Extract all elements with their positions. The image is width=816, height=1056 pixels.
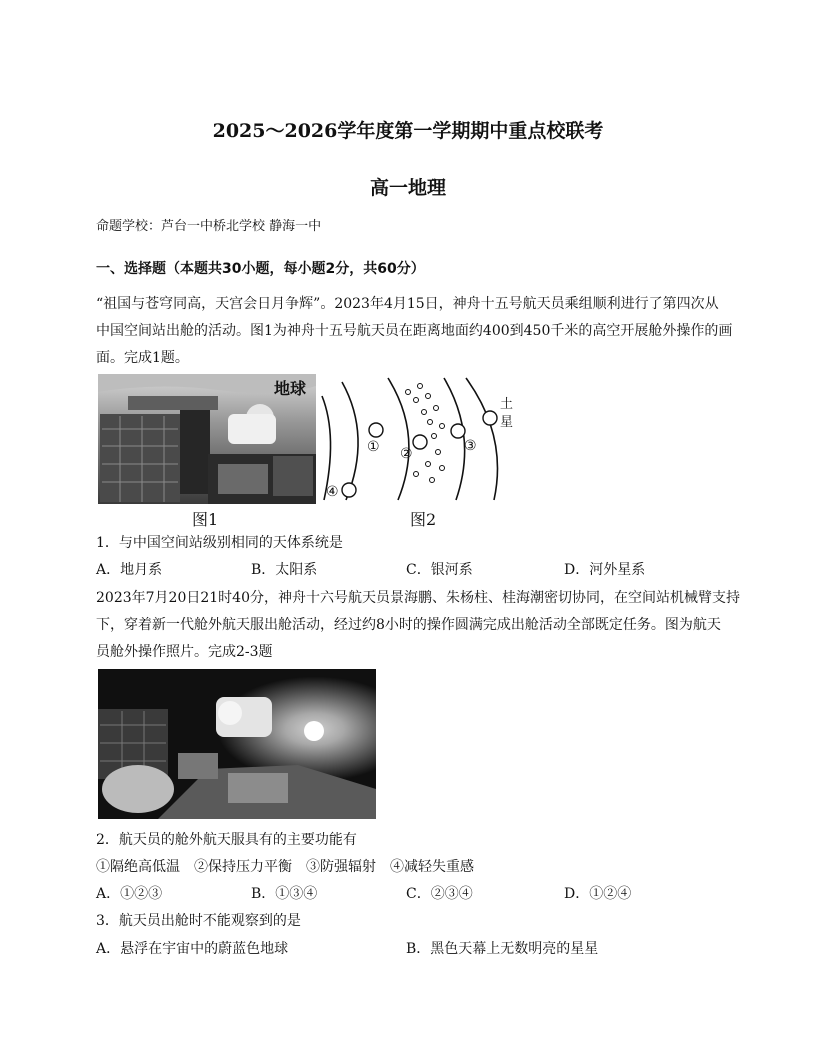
saturn-circle xyxy=(483,411,497,425)
orbit-arc xyxy=(388,378,409,500)
q2-stem: 2．航天员的舱外航天服具有的主要功能有 xyxy=(96,832,357,848)
marker-1: ① xyxy=(367,439,380,455)
figure-spacewalk-photo xyxy=(98,669,376,819)
q2-option-d: D．①②④ xyxy=(564,886,632,902)
exam-subtitle: 高一地理 xyxy=(369,177,446,199)
figure2-caption: 图2 xyxy=(410,510,437,529)
marker-2: ② xyxy=(400,446,413,462)
intro2-line: 下，穿着新一代舱外航天服出舱活动，经过约8小时的操作圆满完成出舱活动全部既定任务。图为航天 xyxy=(96,617,721,633)
section-heading: 一、选择题（本题共30小题，每小题2分，共60分） xyxy=(96,261,425,277)
q1-option-d: D．河外星系 xyxy=(564,562,646,578)
intro2-line: 2023年7月20日21时40分，神舟十六号航天员景海鹏、朱杨柱、桂海潮密切协同，在空间站机械臂支持 xyxy=(96,590,740,606)
earth-label: 地球 xyxy=(274,379,307,398)
spacewalk-night-photo-graphic xyxy=(98,669,376,819)
figure1-caption: 图1 xyxy=(192,510,219,529)
q1-option-c: C．银河系 xyxy=(406,562,473,578)
marker-4: ④ xyxy=(326,484,339,500)
planet-circle xyxy=(451,424,465,438)
q3-option-b: B．黑色天幕上无数明亮的星星 xyxy=(406,941,599,957)
orbit-arc xyxy=(444,378,465,500)
q3-stem: 3．航天员出舱时不能观察到的是 xyxy=(96,913,301,929)
saturn-label-1: 土 xyxy=(500,397,514,412)
figure2-orbit-diagram xyxy=(316,374,536,502)
intro-line: 面。完成1题。 xyxy=(96,350,189,366)
q2-option-c: C．②③④ xyxy=(406,886,473,902)
saturn-label-2: 星 xyxy=(500,415,514,430)
intro2-line: 员舱外操作照片。完成2-3题 xyxy=(96,644,273,660)
planet-circle xyxy=(413,435,427,449)
planet-circle xyxy=(342,483,356,497)
marker-3: ③ xyxy=(464,438,477,454)
planet-circle xyxy=(369,423,383,437)
q2-statements: ①隔绝高低温 ②保持压力平衡 ③防强辐射 ④减轻失重感 xyxy=(96,859,474,875)
intro-line: 中国空间站出舱的活动。图1为神舟十五号航天员在距离地面约400到450千米的高空开展舱外操作的画 xyxy=(96,323,733,339)
q1-option-b: B．太阳系 xyxy=(251,562,318,578)
q3-option-a: A．悬浮在宇宙中的蔚蓝色地球 xyxy=(96,941,289,957)
school-line: 命题学校：芦台一中桥北学校 静海一中 xyxy=(96,219,322,234)
q2-option-a: A．①②③ xyxy=(96,886,163,902)
exam-title: 2025～2026学年度第一学期期中重点校联考 xyxy=(212,120,604,142)
q1-stem: 1．与中国空间站级别相同的天体系统是 xyxy=(96,535,343,551)
q1-option-a: A．地月系 xyxy=(96,562,163,578)
orbit-arc xyxy=(342,382,358,500)
figure1-photo xyxy=(98,374,316,504)
intro-line: “祖国与苍穹同高，天宫会日月争辉”。2023年4月15日，神舟十五号航天员乘组顺利进行了第四次从 xyxy=(96,296,719,312)
q2-option-b: B．①③④ xyxy=(251,886,318,902)
